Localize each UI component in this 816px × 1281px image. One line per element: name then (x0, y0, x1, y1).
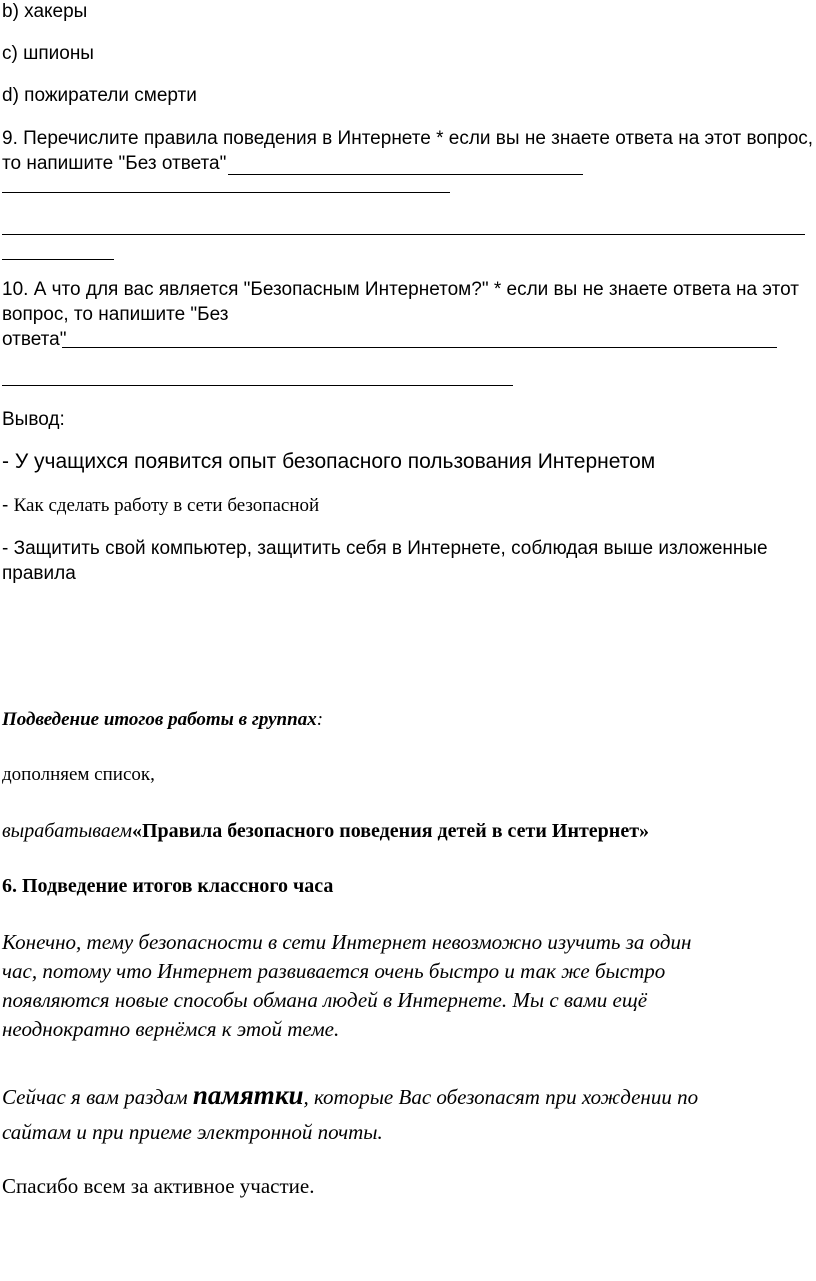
section-6-p1-line-3: появляются новые способы обмана людей в Интернете. Мы с вами ещё (2, 988, 648, 1012)
answer-line (2, 234, 805, 235)
question-10-line-3: ответа" (2, 329, 67, 350)
question-9-line-2: то напишите "Без ответа" (2, 153, 227, 174)
answer-line (228, 174, 583, 175)
answer-line (2, 192, 450, 193)
conclusion-item-3-line-2: правила (2, 563, 76, 584)
p2-post: , которые Вас обезопасят при хождении по (303, 1085, 699, 1109)
conclusion-item-3-line-1: - Защитить свой компьютер, защитить себя в Интернете, соблюдая выше изложенные (2, 538, 768, 559)
p2-pamyatki: памятки (192, 1080, 304, 1110)
conclusion-item-2-text: Как сделать работу в сети безопасной (13, 495, 320, 516)
groups-heading (2, 708, 323, 733)
section-6-title: 6. Подведение итогов классного часа (2, 875, 334, 897)
option-b: b) хакеры (2, 1, 88, 22)
groups-heading-text: Подведение итогов работы в группах (2, 709, 317, 730)
conclusion-item-1: - У учащихся появится опыт безопасного пользования Интернетом (2, 450, 656, 473)
dash: - (2, 495, 14, 516)
thanks: Спасибо всем за активное участие. (2, 1174, 315, 1198)
groups-line-2-italic: вырабатываем (2, 820, 132, 842)
conclusion-heading: Вывод: (2, 409, 65, 430)
groups-line-2 (2, 818, 649, 844)
option-c: c) шпионы (2, 43, 94, 64)
question-10-line-2: вопрос, то напишите "Без (2, 304, 229, 325)
conclusion-item-2 (2, 494, 319, 519)
question-10-line-1: 10. А что для вас является "Безопасным Интернетом?" * если вы не знаете ответа на этот (2, 279, 799, 300)
groups-line-1: дополняем список, (2, 764, 155, 785)
option-d: d) пожиратели смерти (2, 85, 197, 106)
answer-line (2, 259, 114, 260)
section-6-p2-line-1 (2, 1078, 698, 1114)
p2-pre: Сейчас я вам раздам (2, 1085, 193, 1109)
answer-line (62, 347, 777, 348)
section-6-p1-line-1: Конечно, тему безопасности в сети Интернет невозможно изучить за один (2, 930, 692, 954)
answer-line (2, 385, 513, 386)
section-6-p1-line-4: неоднократно вернёмся к этой теме. (2, 1017, 340, 1041)
section-6-p2-line-2: сайтам и при приеме электронной почты. (2, 1120, 383, 1144)
question-9-line-1: 9. Перечислите правила поведения в Интернете * если вы не знаете ответа на этот вопрос, (2, 128, 814, 149)
section-6-p1-line-2: час, потому что Интернет развивается очень быстро и так же быстро (2, 959, 666, 983)
groups-heading-colon: : (316, 709, 324, 730)
groups-line-2-bold: «Правила безопасного поведения детей в сети Интернет» (131, 820, 650, 842)
